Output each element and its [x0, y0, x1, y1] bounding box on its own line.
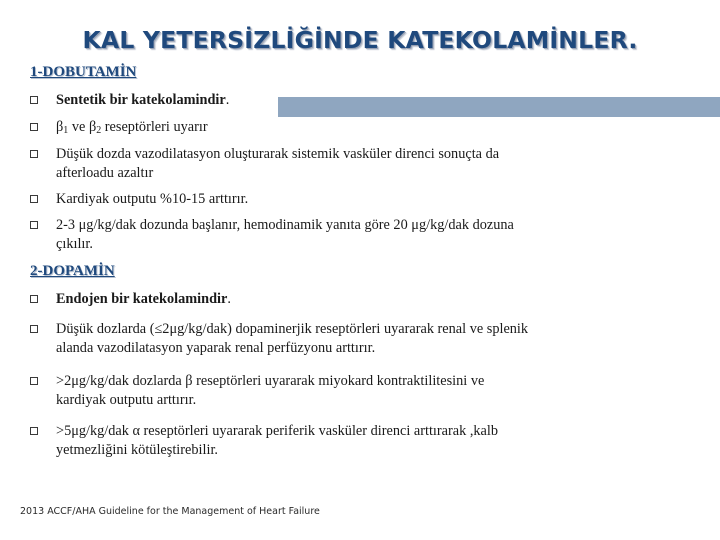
square-bullet-icon: [30, 123, 38, 131]
item-line: Düşük dozda vazodilatasyon oluşturarak sistemik vasküler direnci sonuçta da: [56, 146, 500, 162]
item-line: Düşük dozlarda (≤2μg/kg/dak) dopaminerjik reseptörleri uyararak renal ve splenik: [56, 321, 529, 337]
square-bullet-icon: [30, 195, 38, 203]
subscript: 2: [96, 125, 102, 136]
section-heading-dobutamin: 1-DOBUTAMİN: [30, 64, 137, 80]
square-bullet-icon: [30, 221, 38, 229]
item-line: kardiyak outputu arttırır.: [56, 392, 197, 408]
item-line: >2μg/kg/dak dozlarda β reseptörleri uyararak miyokard kontraktilitesini ve: [56, 373, 485, 389]
item-line: afterloadu azaltır: [56, 165, 154, 181]
square-bullet-icon: [30, 96, 38, 104]
item-line: >5μg/kg/dak α reseptörleri uyararak periferik vasküler direnci arttırarak ,kalb: [56, 423, 499, 439]
square-bullet-icon: [30, 150, 38, 158]
square-bullet-icon: [30, 427, 38, 435]
item-line: 2-3 μg/kg/dak dozunda başlanır, hemodinamik yanıta göre 20 μg/kg/dak dozuna: [56, 217, 514, 233]
item-rest: .: [227, 291, 231, 307]
item-lead: Sentetik bir katekolamindir: [56, 92, 226, 108]
section-heading-dopamin: 2-DOPAMİN: [30, 263, 115, 279]
item-text: ve: [68, 119, 89, 135]
item-line: yetmezliğini kötüleştirebilir.: [56, 442, 218, 458]
item-line: alanda vazodilatasyon yaparak renal perfüzyonu arttırır.: [56, 340, 376, 356]
item-text: reseptörleri uyarır: [101, 119, 208, 135]
square-bullet-icon: [30, 295, 38, 303]
beta-symbol: β: [88, 119, 97, 135]
item-lead: Endojen bir katekolamindir: [56, 291, 228, 307]
footer-citation: 2013 ACCF/AHA Guideline for the Management of Heart Failure: [20, 506, 320, 517]
item-rest: .: [225, 92, 230, 108]
slide-title: KAL YETERSİZLİĞİNDE KATEKOLAMİNLER.: [82, 26, 638, 54]
square-bullet-icon: [30, 377, 38, 385]
square-bullet-icon: [30, 325, 38, 333]
beta-symbol: β: [56, 119, 64, 135]
item-line: çıkılır.: [56, 236, 93, 252]
subscript: 1: [63, 125, 69, 136]
item-line: Kardiyak outputu %10-15 arttırır.: [56, 191, 249, 207]
